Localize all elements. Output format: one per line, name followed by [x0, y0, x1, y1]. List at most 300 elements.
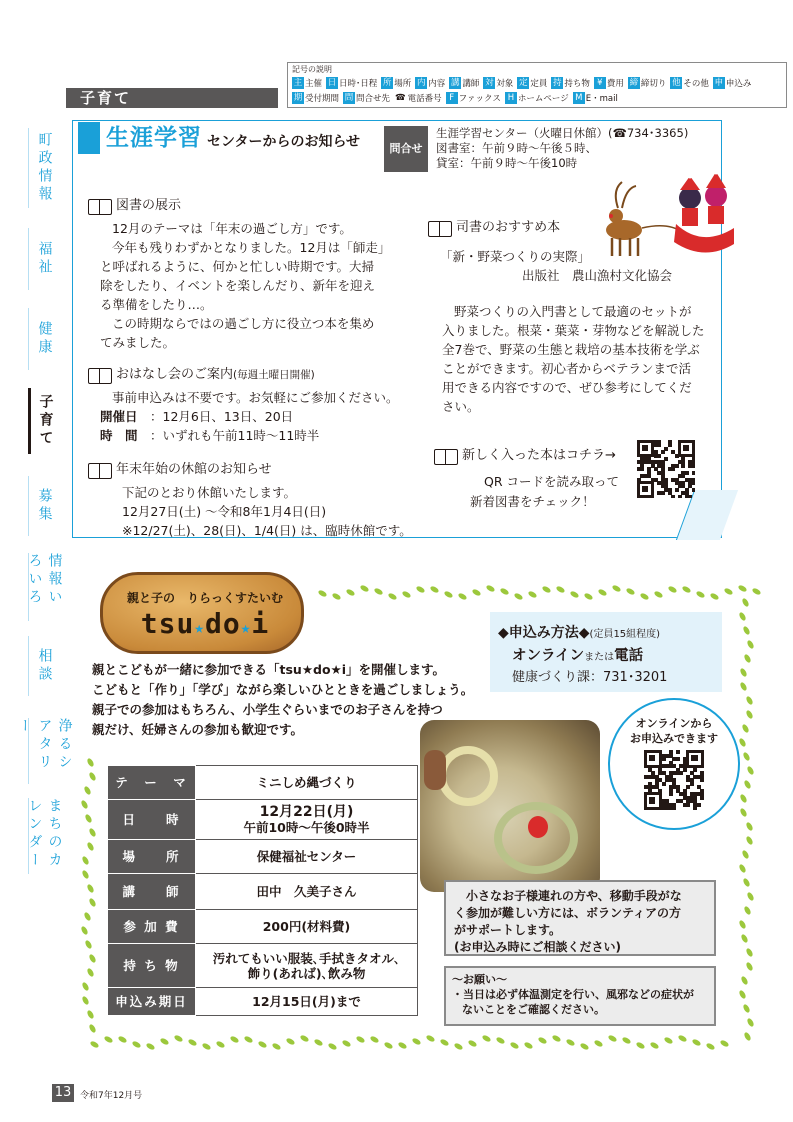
qr-module [681, 464, 685, 468]
legend-key: 定 [519, 77, 528, 88]
legend-item [670, 75, 709, 90]
legend-label: ファックス [458, 93, 501, 104]
recommend-line: さい。 [442, 399, 480, 414]
event-info-value-line: 12月22日(月) [259, 803, 354, 820]
legend-item [713, 75, 752, 90]
leaf-shape [565, 1038, 575, 1047]
event-info-row [108, 988, 418, 1016]
legend-item [326, 75, 377, 90]
leaf-shape [387, 592, 397, 601]
leaf-shape [569, 590, 579, 599]
leaf-shape [425, 1034, 435, 1043]
section-tag [66, 88, 278, 108]
leaf-shape [341, 1039, 351, 1048]
closure-body [110, 483, 412, 540]
wreath-shape [438, 746, 498, 806]
hand-shape [424, 750, 446, 790]
legend-label: 問合せ先 [356, 93, 391, 104]
leaf-shape [86, 967, 95, 977]
leaf-shape [639, 592, 649, 601]
leaf-shape [215, 1040, 225, 1049]
leaf-shape [527, 590, 537, 599]
leaf-shape [429, 585, 439, 594]
legend-title: 記号の説明 [292, 65, 332, 74]
leaf-shape [359, 584, 369, 593]
leaf-shape [746, 709, 755, 719]
storytime-time-label: 時 間 [100, 428, 138, 443]
qr-finder [644, 750, 662, 768]
leaf-shape [81, 981, 90, 991]
leaf-shape [739, 681, 748, 691]
event-info-key: 日 時 [108, 800, 196, 840]
leaf-shape [173, 1034, 183, 1043]
leaf-shape [355, 1035, 365, 1044]
leaf-shape [397, 1042, 407, 1051]
qr-code-new-books[interactable] [637, 440, 695, 498]
event-info-value-line: 午前10時～午後0時半 [243, 819, 370, 835]
event-info-key: 申込み期日 [108, 988, 196, 1016]
support-line: く参加が難しい方には、ボランティアの方 [454, 906, 682, 920]
legend-label: ホームページ [517, 93, 569, 104]
new-books-body [470, 472, 619, 512]
qr-finder-center [649, 797, 655, 803]
leaf-shape [742, 625, 751, 635]
event-info-value-line: 汚れてもいい服装､手拭きタオル､ [212, 950, 401, 966]
book-display-heading [88, 198, 181, 214]
leaf-shape [443, 590, 453, 599]
leaf-shape [653, 590, 663, 599]
book-icon [88, 463, 112, 478]
closure-line: 12月27日(土) ～令和8年1月4日(日) [122, 504, 327, 519]
issue-label: 令和7年12月号 [80, 1091, 143, 1101]
shimenawa-photo [420, 720, 600, 892]
tsudoi-intro [92, 660, 473, 740]
recommend-line: 用できる内容ですので、ぜひ参考にしてくだ [442, 380, 692, 395]
leaf-shape [663, 1036, 673, 1045]
leaf-shape [83, 911, 92, 921]
closure-heading [88, 462, 272, 478]
event-info-row [108, 944, 418, 988]
leaf-shape [439, 1038, 449, 1047]
sidenav-item[interactable]: 相談 [28, 636, 60, 696]
legend-label: 申込み [725, 78, 752, 89]
qr-module [700, 778, 704, 782]
closure-line: ※12/27(土)、28(日)、1/4(日) は、臨時休館です。 [122, 523, 412, 538]
qr-code-online-application[interactable] [644, 750, 704, 810]
contact-line: 図書室：午前９時～午後５時、 [436, 141, 597, 155]
qr-finder [686, 750, 704, 768]
qr-module [669, 792, 673, 796]
recommend-publisher: 出版社 農山漁村文化協会 [522, 268, 673, 283]
leaf-shape [738, 737, 747, 747]
sidenav-item[interactable]: 福祉 [28, 228, 60, 290]
leaf-shape [187, 1038, 197, 1047]
leaf-shape [81, 995, 90, 1005]
qr-finder [637, 440, 654, 457]
leaf-shape [625, 587, 635, 596]
sidenav-item[interactable]: 情報いろいろ [28, 553, 60, 621]
leaf-shape [88, 771, 97, 781]
event-info-value-line: 12月15日(月)まで [252, 994, 361, 1009]
leaf-shape [593, 1039, 603, 1048]
leaf-shape [746, 1017, 755, 1027]
leaf-shape [741, 849, 750, 859]
leaf-shape [719, 1039, 729, 1048]
application-phone: 電話 [614, 648, 644, 664]
leaf-shape [201, 1042, 211, 1051]
qr-finder [644, 792, 662, 810]
qr-module [657, 454, 661, 458]
event-info-key: 講 師 [108, 874, 196, 910]
legend-label: 主催 [305, 78, 323, 89]
tsudoi-logo-part: tsu [140, 607, 195, 640]
event-info-value-line: 田中 久美子さん [256, 884, 357, 899]
legend-label: その他 [683, 78, 709, 89]
leaf-shape [541, 585, 551, 594]
notice-title: ～お願い～ [452, 973, 507, 986]
recommend-line: 入りました。根菜・葉菜・芽物などを解説した [442, 323, 705, 338]
qr-module [672, 806, 676, 810]
support-line: (お申込み時にご相談ください) [454, 940, 621, 954]
qr-module [675, 464, 679, 468]
leaf-shape [88, 827, 97, 837]
notice-line: ないことをご確認ください。 [462, 1003, 605, 1016]
legend-grid [292, 75, 792, 105]
qr-finder-center [691, 755, 697, 761]
leaf-shape [705, 1042, 715, 1051]
contact-line: 生涯学習センター（火曜日休館）(☎734･3365) [436, 126, 689, 140]
tsudoi-intro-line: 親とこどもが一緒に参加できる「tsu★do★i」を開催します。 [92, 662, 446, 677]
storytime-date-label: 開催日 [100, 409, 138, 424]
online-label-line: オンラインから [635, 717, 713, 730]
leaf-shape [746, 639, 755, 649]
leaf-shape [745, 695, 754, 705]
qr-module [693, 768, 697, 772]
support-note [444, 880, 716, 956]
qr-finder-center [642, 486, 648, 492]
recommend-line: ことができます。初心者からベテランまで活 [442, 361, 692, 376]
leaf-shape [313, 1038, 323, 1047]
qr-module [692, 488, 695, 492]
book-display-line: と呼ばれるように、何かと忙しい時期です。大掃 [100, 259, 375, 274]
leaf-shape [243, 1035, 253, 1044]
leaf-shape [523, 1041, 533, 1050]
legend-item [292, 90, 339, 105]
leaf-shape [681, 585, 691, 594]
leaf-shape [537, 1037, 547, 1046]
leaf-shape [740, 807, 749, 817]
qr-module [640, 467, 644, 471]
star-icon: ★ [240, 618, 252, 637]
leaf-shape [481, 1035, 491, 1044]
book-display-line: 12月のテーマは「年末の過ごし方」です。 [112, 221, 352, 236]
recommend-body [442, 302, 705, 416]
legend-key: 講 [451, 77, 460, 88]
legend-item [394, 90, 442, 105]
closure-heading-text: 年末年始の休館のお知らせ [116, 462, 272, 477]
page-number: 13 [52, 1084, 74, 1102]
legend-item [517, 75, 547, 90]
legend-key: ¥ [594, 77, 606, 89]
leaf-shape [495, 1036, 505, 1045]
leaf-shape [579, 1042, 589, 1051]
leaf-shape [740, 975, 749, 985]
event-info-key: 場 所 [108, 840, 196, 874]
event-info-value [196, 944, 418, 988]
legend-item [292, 75, 322, 90]
event-info-row [108, 910, 418, 944]
storytime-body [100, 388, 399, 445]
application-method-box [490, 612, 722, 692]
qr-module [686, 803, 690, 807]
leaf-shape [743, 779, 752, 789]
leaf-shape [739, 793, 748, 803]
legend-key: 主 [293, 77, 303, 88]
legend-key: 締 [629, 77, 639, 88]
legend-item [449, 75, 479, 90]
legend-item [446, 90, 501, 105]
section-title: 子育て [80, 89, 132, 107]
qr-module [676, 757, 680, 761]
legend-key: 所 [383, 77, 392, 88]
leaf-shape [742, 877, 751, 887]
legend-key: 持 [553, 77, 562, 88]
event-info-value-line: 飾り(あれば)､飲み物 [247, 965, 366, 981]
legend-label: 費用 [606, 78, 624, 89]
leaf-shape [738, 863, 747, 873]
leaf-shape [742, 1003, 751, 1013]
recommend-book [440, 247, 672, 285]
legend-item [551, 75, 590, 90]
online-application-badge [608, 698, 740, 830]
leaf-shape [86, 841, 95, 851]
application-contact: 健康づくり課：731･3201 [512, 670, 668, 685]
leaf-shape [745, 835, 754, 845]
recommend-line: 野菜つくりの入門書として最適のセットが [454, 304, 692, 319]
leaf-shape [89, 1040, 99, 1049]
leaf-shape [513, 592, 523, 601]
legend-label: 内容 [428, 78, 446, 89]
qr-module [686, 785, 690, 789]
symbol-legend [287, 62, 787, 108]
leaf-shape [607, 1034, 617, 1043]
event-info-value [196, 766, 418, 800]
leaf-shape [551, 1034, 561, 1043]
event-info-value [196, 910, 418, 944]
event-info-row [108, 800, 418, 840]
leaf-shape [81, 869, 90, 879]
legend-item [594, 75, 624, 90]
leaf-shape [117, 1035, 127, 1044]
book-icon [428, 221, 452, 236]
leaf-shape [744, 653, 753, 663]
legend-label: 講師 [462, 78, 480, 89]
leaf-shape [229, 1035, 239, 1044]
legend-label: E・mail [585, 93, 618, 104]
storytime-heading-text: おはなし会のご案内 [116, 367, 234, 382]
sidenav-item[interactable]: 募集 [28, 476, 60, 536]
legend-key: 対 [485, 77, 494, 88]
leaf-shape [485, 584, 495, 593]
legend-label: 場所 [394, 78, 412, 89]
qr-module [692, 464, 695, 468]
event-info-table [107, 765, 418, 1016]
leaf-shape [453, 1042, 463, 1051]
leaf-shape [88, 897, 97, 907]
qr-finder-center [683, 445, 689, 451]
leaf-shape [737, 584, 747, 593]
leaf-shape [327, 1042, 337, 1051]
notice-line: ・当日は必ず体温測定を行い、風邪などの症状が [452, 988, 694, 1001]
leaf-shape [743, 905, 752, 915]
leaf-shape [743, 1031, 752, 1041]
legend-key: M [573, 92, 585, 104]
application-method-label: ◆申込み方法◆ [498, 625, 590, 641]
tsudoi-logo-tagline: 親と子の りらっくすたいむ [126, 591, 283, 605]
legend-item [343, 90, 390, 105]
leaf-shape [723, 588, 733, 597]
book-display-heading-text: 図書の展示 [116, 198, 182, 213]
recommend-line: 全7巻で、野菜の生態と栽培の基本技術を学ぶ [442, 342, 700, 357]
qr-module [688, 495, 692, 498]
storytime-heading-note: (毎週土曜日開催) [233, 369, 315, 381]
event-info-value [196, 874, 418, 910]
leaf-shape [86, 757, 95, 767]
legend-item [381, 75, 411, 90]
leaf-shape [457, 592, 467, 601]
leaf-shape [742, 751, 751, 761]
leaf-shape [415, 585, 425, 594]
tsudoi-intro-line: 親だけ、妊婦さんの参加も歓迎です。 [92, 722, 304, 737]
event-info-key: 参 加 費 [108, 910, 196, 944]
legend-item [505, 90, 569, 105]
leaf-shape [709, 592, 719, 601]
leaf-shape [383, 1041, 393, 1050]
book-icon [434, 449, 458, 464]
sidenav-item[interactable]: 浄るシアタリー [28, 718, 60, 784]
leaf-shape [471, 588, 481, 597]
leaf-shape [145, 1042, 155, 1051]
qr-finder [678, 440, 695, 457]
legend-key: 問 [344, 92, 354, 103]
leaf-shape [667, 585, 677, 594]
tsudoi-intro-line: 親子での参加はもちろん、小学生ぐらいまでのお子さんを持つ [92, 702, 443, 717]
sidenav-item[interactable]: 町政情報 [28, 128, 60, 208]
leaf-shape [691, 1038, 701, 1047]
qr-module [668, 443, 672, 447]
event-info-value [196, 988, 418, 1016]
application-online: オンライン [512, 648, 585, 664]
legend-item [628, 75, 667, 90]
legend-label: 対象 [496, 78, 514, 89]
leaf-shape [467, 1039, 477, 1048]
legend-key: 期 [293, 92, 303, 103]
legend-key: 内 [417, 77, 426, 88]
leaf-shape [159, 1037, 169, 1046]
legend-item [573, 90, 618, 105]
tsudoi-intro-line: こどもと「作り」「学び」ながら楽しいひとときを過ごしましょう。 [92, 682, 474, 697]
leaf-shape [299, 1034, 309, 1043]
qr-module [676, 750, 680, 754]
sidenav-item[interactable]: 健康 [28, 308, 60, 370]
new-books-heading-text: 新しく入った本はコチラ→ [462, 448, 616, 463]
leaf-shape [741, 597, 750, 607]
legend-label: 締切り [640, 78, 667, 89]
legend-label: 電話番号 [407, 93, 442, 104]
application-channels [512, 644, 643, 665]
event-info-value [196, 840, 418, 874]
leaf-shape [739, 919, 748, 929]
leaf-shape [738, 611, 747, 621]
leaf-shape [746, 891, 755, 901]
leaf-shape [317, 590, 327, 599]
leaf-shape [745, 961, 754, 971]
sidenav-item[interactable]: 子育て [28, 388, 60, 454]
qr-module [690, 782, 694, 786]
leaf-shape [88, 1023, 97, 1033]
sidenav-item[interactable]: まちのカレンダー [28, 798, 60, 874]
application-method-title [498, 622, 660, 642]
leaf-shape [401, 590, 411, 599]
legend-label: 定員 [530, 78, 548, 89]
book-display-line: この時期ならではの過ごし方に役立つ本を集め [112, 316, 375, 331]
contact-line: 貸室：午前９時～午後10時 [436, 156, 578, 170]
qr-module [657, 443, 661, 447]
legend-label: 受付期間 [305, 93, 340, 104]
legend-item [483, 75, 513, 90]
qr-module [697, 803, 701, 807]
storytime-date-value: ：12月6日、13日、20日 [150, 409, 294, 424]
legend-key: ☎ [395, 92, 406, 103]
qr-module [662, 782, 666, 786]
leaf-shape [745, 947, 754, 957]
legend-item [415, 75, 445, 90]
storytime-time-value: ：いずれも午前11時～11時半 [150, 428, 320, 443]
book-display-line: 除をしたり、イベントを楽しんだり、新年を迎え [100, 278, 376, 293]
book-display-line: る準備をしたり…。 [100, 297, 213, 312]
qr-finder-center [642, 445, 648, 451]
qr-module [679, 771, 683, 775]
leaf-shape [84, 939, 93, 949]
event-info-value-line: ミニしめ縄づくり [256, 775, 357, 790]
qr-module [661, 450, 665, 454]
leaf-shape [285, 1037, 295, 1046]
decoration-shape [528, 816, 548, 838]
tsudoi-logo-part: do [205, 607, 241, 640]
qr-module [661, 491, 665, 495]
contact-info [436, 126, 688, 171]
leaf-shape [738, 989, 747, 999]
leaf-shape [103, 1035, 113, 1044]
leaf-shape [271, 1042, 281, 1051]
leaf-shape [86, 883, 95, 893]
leaf-shape [621, 1036, 631, 1045]
qr-module [671, 495, 675, 498]
legend-key: H [505, 92, 517, 104]
closure-line: 下記のとおり休館いたします。 [122, 485, 297, 500]
qr-module [700, 796, 704, 800]
event-info-value-line: 200円(材料費) [262, 919, 351, 934]
book-icon [88, 199, 112, 214]
legend-key: 日 [327, 77, 337, 88]
leaf-shape [81, 855, 90, 865]
qr-finder-center [649, 755, 655, 761]
leaf-shape [611, 584, 621, 593]
legend-label: 持ち物 [564, 78, 590, 89]
qr-module [664, 447, 668, 451]
leaf-shape [745, 821, 754, 831]
leaf-shape [80, 799, 89, 809]
